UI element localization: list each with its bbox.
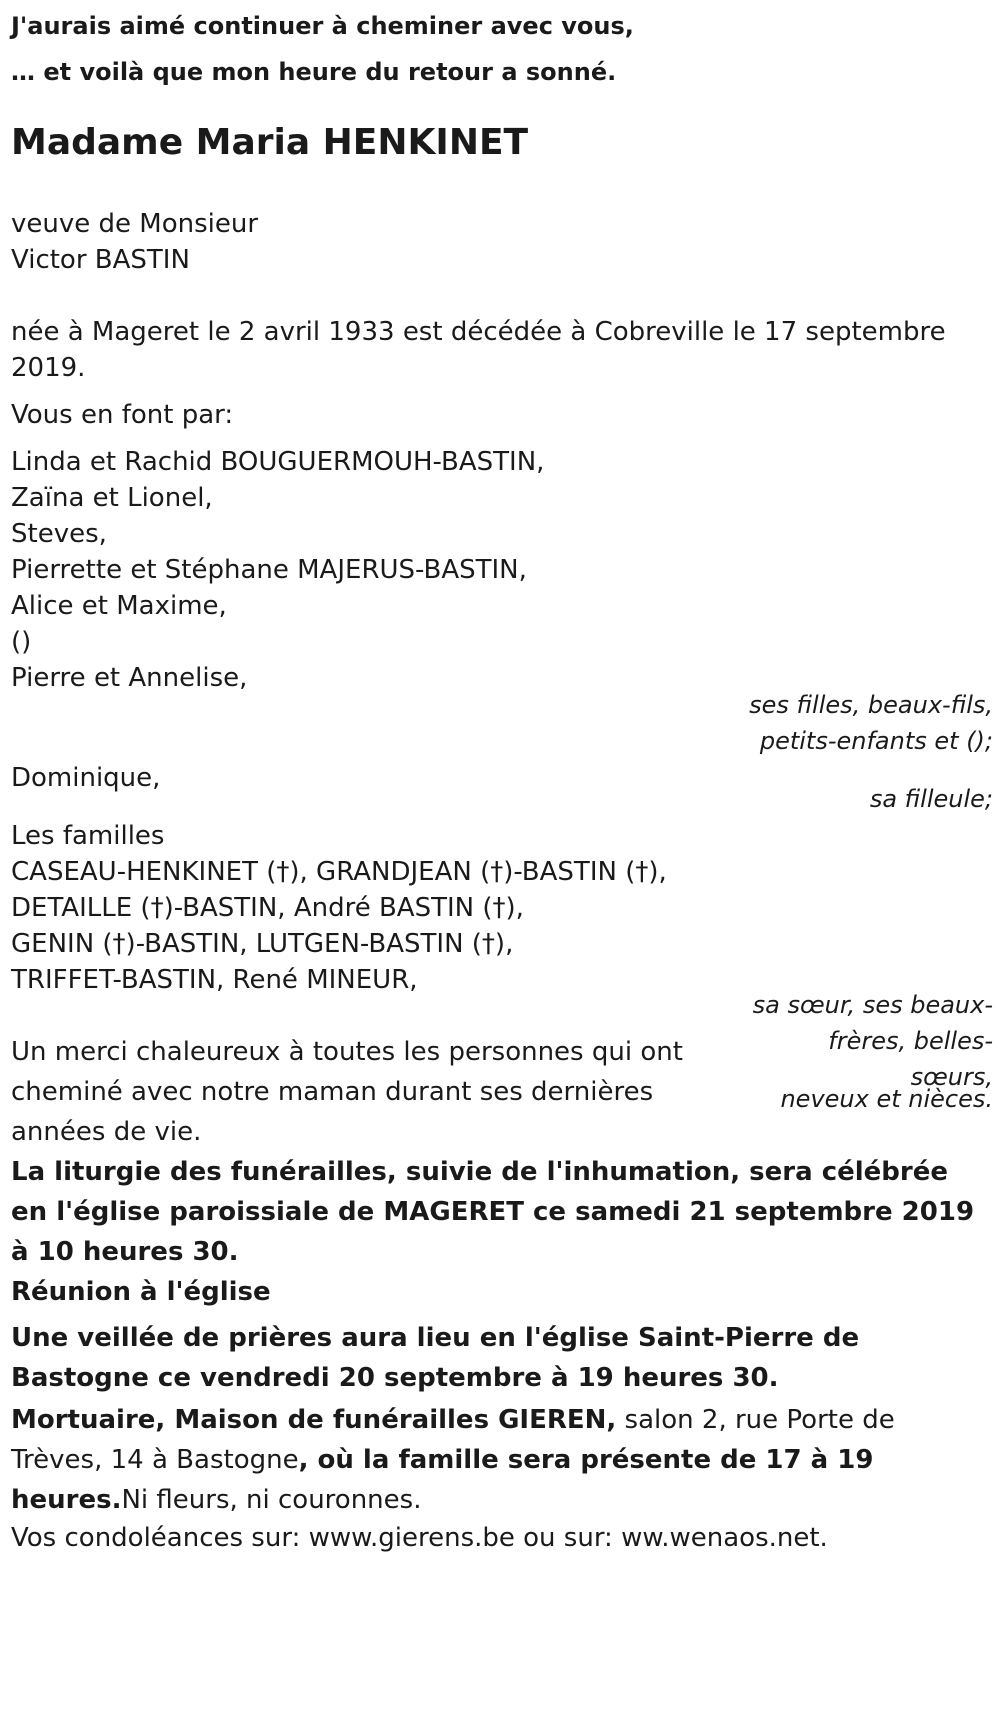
families-line: TRIFFET-BASTIN, René MINEUR, (11, 965, 418, 995)
families-note-line-1: sa sœur, ses beaux- (752, 991, 993, 1019)
list-item: () (11, 627, 32, 657)
mortuary-address: salon 2, rue Porte de Trèves, 14 à Bastogne (11, 1405, 895, 1475)
widow-line-2: Victor BASTIN (11, 245, 190, 275)
birth-line-1: née à Mageret le 2 avril 1933 est décédée à Cobreville le 17 septembre (11, 317, 946, 347)
list-item: Steves, (11, 519, 107, 549)
thanks-paragraph: Un merci chaleureux à toutes les personnes qui ont cheminé avec notre maman durant ses dernières années de vie. (11, 1037, 683, 1147)
liturgy-paragraph: La liturgie des funérailles, suivie de l'inhumation, sera célébrée en l'église paroissiale de MAGERET ce samedi 21 septembre 2019 à 10 heures 30. (11, 1157, 975, 1267)
mortuary-paragraph (11, 1400, 981, 1520)
mortuary-hours: , où la famille sera présente de 17 à 19 heures. (11, 1445, 874, 1515)
birth-line-2: 2019. (11, 353, 86, 383)
list-item: Pierrette et Stéphane MAJERUS-BASTIN, (11, 555, 527, 585)
page-title: Madame Maria HENKINET (11, 122, 529, 163)
announce-text: Vous en font par: (11, 400, 234, 430)
mortuary-place: Mortuaire, Maison de funérailles GIEREN, (11, 1405, 617, 1435)
godchild-note: sa filleule; (869, 785, 993, 813)
intro-line-1: J'aurais aimé continuer à cheminer avec vous, (11, 12, 634, 40)
families-note-line-4: neveux et nièces. (780, 1085, 993, 1113)
children-note-line-2: petits-enfants et (); (759, 727, 993, 755)
list-item: Pierre et Annelise, (11, 663, 248, 693)
families-line: GENIN (†)-BASTIN, LUTGEN-BASTIN (†), (11, 929, 514, 959)
children-note-line-1: ses filles, beaux-fils, (749, 691, 993, 719)
mortuary-flowers: Ni fleurs, ni couronnes. (121, 1485, 422, 1515)
meeting-text: Réunion à l'église (11, 1277, 271, 1307)
families-line: DETAILLE (†)-BASTIN, André BASTIN (†), (11, 893, 524, 923)
list-item: Linda et Rachid BOUGUERMOUH-BASTIN, (11, 447, 545, 477)
vigil-paragraph: Une veillée de prières aura lieu en l'église Saint-Pierre de Bastogne ce vendredi 20 septembre à 19 heures 30. (11, 1323, 860, 1393)
list-item: Alice et Maxime, (11, 591, 227, 621)
families-note-line-3: sœurs, (910, 1063, 993, 1091)
families-line: Les familles (11, 821, 165, 851)
intro-line-2: … et voilà que mon heure du retour a sonné. (11, 58, 617, 86)
condolences-text: Vos condoléances sur: www.gierens.be ou sur: ww.wenaos.net. (11, 1523, 828, 1553)
godchild-name: Dominique, (11, 763, 161, 793)
families-line: CASEAU-HENKINET (†), GRANDJEAN (†)-BASTIN (†), (11, 857, 667, 887)
widow-line-1: veuve de Monsieur (11, 209, 259, 239)
list-item: Zaïna et Lionel, (11, 483, 213, 513)
families-note-line-2: frères, belles- (828, 1027, 993, 1055)
